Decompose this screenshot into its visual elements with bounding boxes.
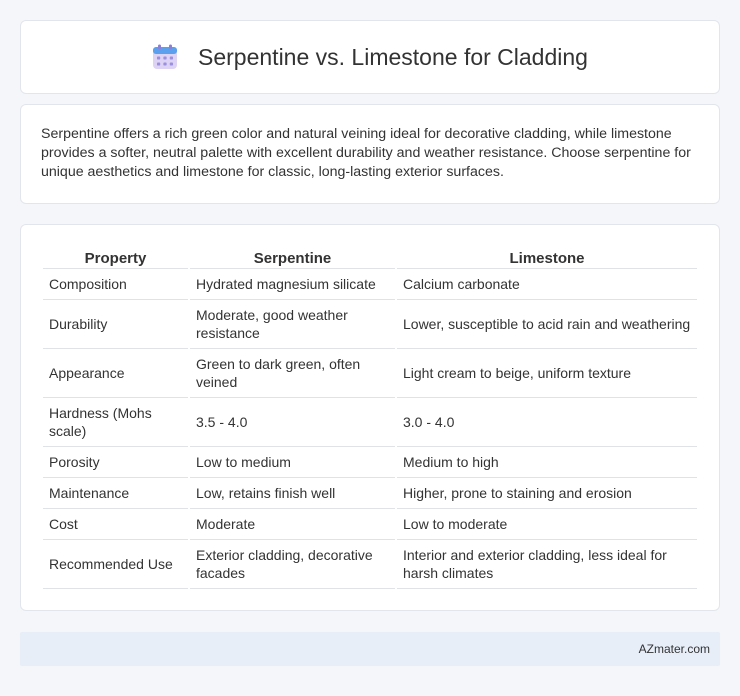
- cell-property: Hardness (Mohs scale): [43, 398, 188, 447]
- comparison-table-card: [20, 224, 720, 611]
- header-limestone: Limestone: [397, 245, 697, 269]
- cell-property: Appearance: [43, 349, 188, 398]
- cell-serpentine: 3.5 - 4.0: [190, 398, 395, 447]
- cell-limestone: 3.0 - 4.0: [397, 398, 697, 447]
- cell-serpentine: Moderate: [190, 509, 395, 540]
- cell-limestone: Higher, prone to staining and erosion: [397, 478, 697, 509]
- cell-serpentine: Hydrated magnesium silicate: [190, 269, 395, 300]
- intro-text: Serpentine offers a rich green color and natural veining ideal for decorative cladding, while limestone provides a softer, neutral palette with excellent durability and weather resistance. Choose serpentine for unique aesthetics and limestone for classic, long-lasting exterior surfaces.: [41, 126, 691, 180]
- table-row: [43, 349, 697, 398]
- cell-limestone: Light cream to beige, uniform texture: [397, 349, 697, 398]
- comparison-table: [41, 245, 699, 589]
- cell-serpentine: Moderate, good weather resistance: [190, 300, 395, 349]
- calendar-icon: [152, 44, 178, 70]
- cell-property: Durability: [43, 300, 188, 349]
- page-title: Serpentine vs. Limestone for Cladding: [198, 43, 588, 70]
- table-header-row: [43, 245, 697, 269]
- table-row: [43, 509, 697, 540]
- cell-property: Cost: [43, 509, 188, 540]
- intro-card: [20, 104, 720, 204]
- table-row: [43, 478, 697, 509]
- title-card: [20, 20, 720, 94]
- cell-limestone: Medium to high: [397, 447, 697, 478]
- table-row: [43, 398, 697, 447]
- cell-serpentine: Low, retains finish well: [190, 478, 395, 509]
- cell-limestone: Low to moderate: [397, 509, 697, 540]
- footer-brand: AZmater.com: [638, 642, 710, 656]
- table-row: [43, 300, 697, 349]
- cell-limestone: Calcium carbonate: [397, 269, 697, 300]
- cell-property: Recommended Use: [43, 540, 188, 589]
- table-row: [43, 269, 697, 300]
- cell-property: Maintenance: [43, 478, 188, 509]
- cell-serpentine: Low to medium: [190, 447, 395, 478]
- cell-serpentine: Green to dark green, often veined: [190, 349, 395, 398]
- cell-limestone: Interior and exterior cladding, less ideal for harsh climates: [397, 540, 697, 589]
- cell-property: Composition: [43, 269, 188, 300]
- cell-property: Porosity: [43, 447, 188, 478]
- table-row: [43, 540, 697, 589]
- cell-serpentine: Exterior cladding, decorative facades: [190, 540, 395, 589]
- header-serpentine: Serpentine: [190, 245, 395, 269]
- cell-limestone: Lower, susceptible to acid rain and weathering: [397, 300, 697, 349]
- footer-bar: [20, 632, 720, 666]
- table-row: [43, 447, 697, 478]
- header-property: Property: [43, 245, 188, 269]
